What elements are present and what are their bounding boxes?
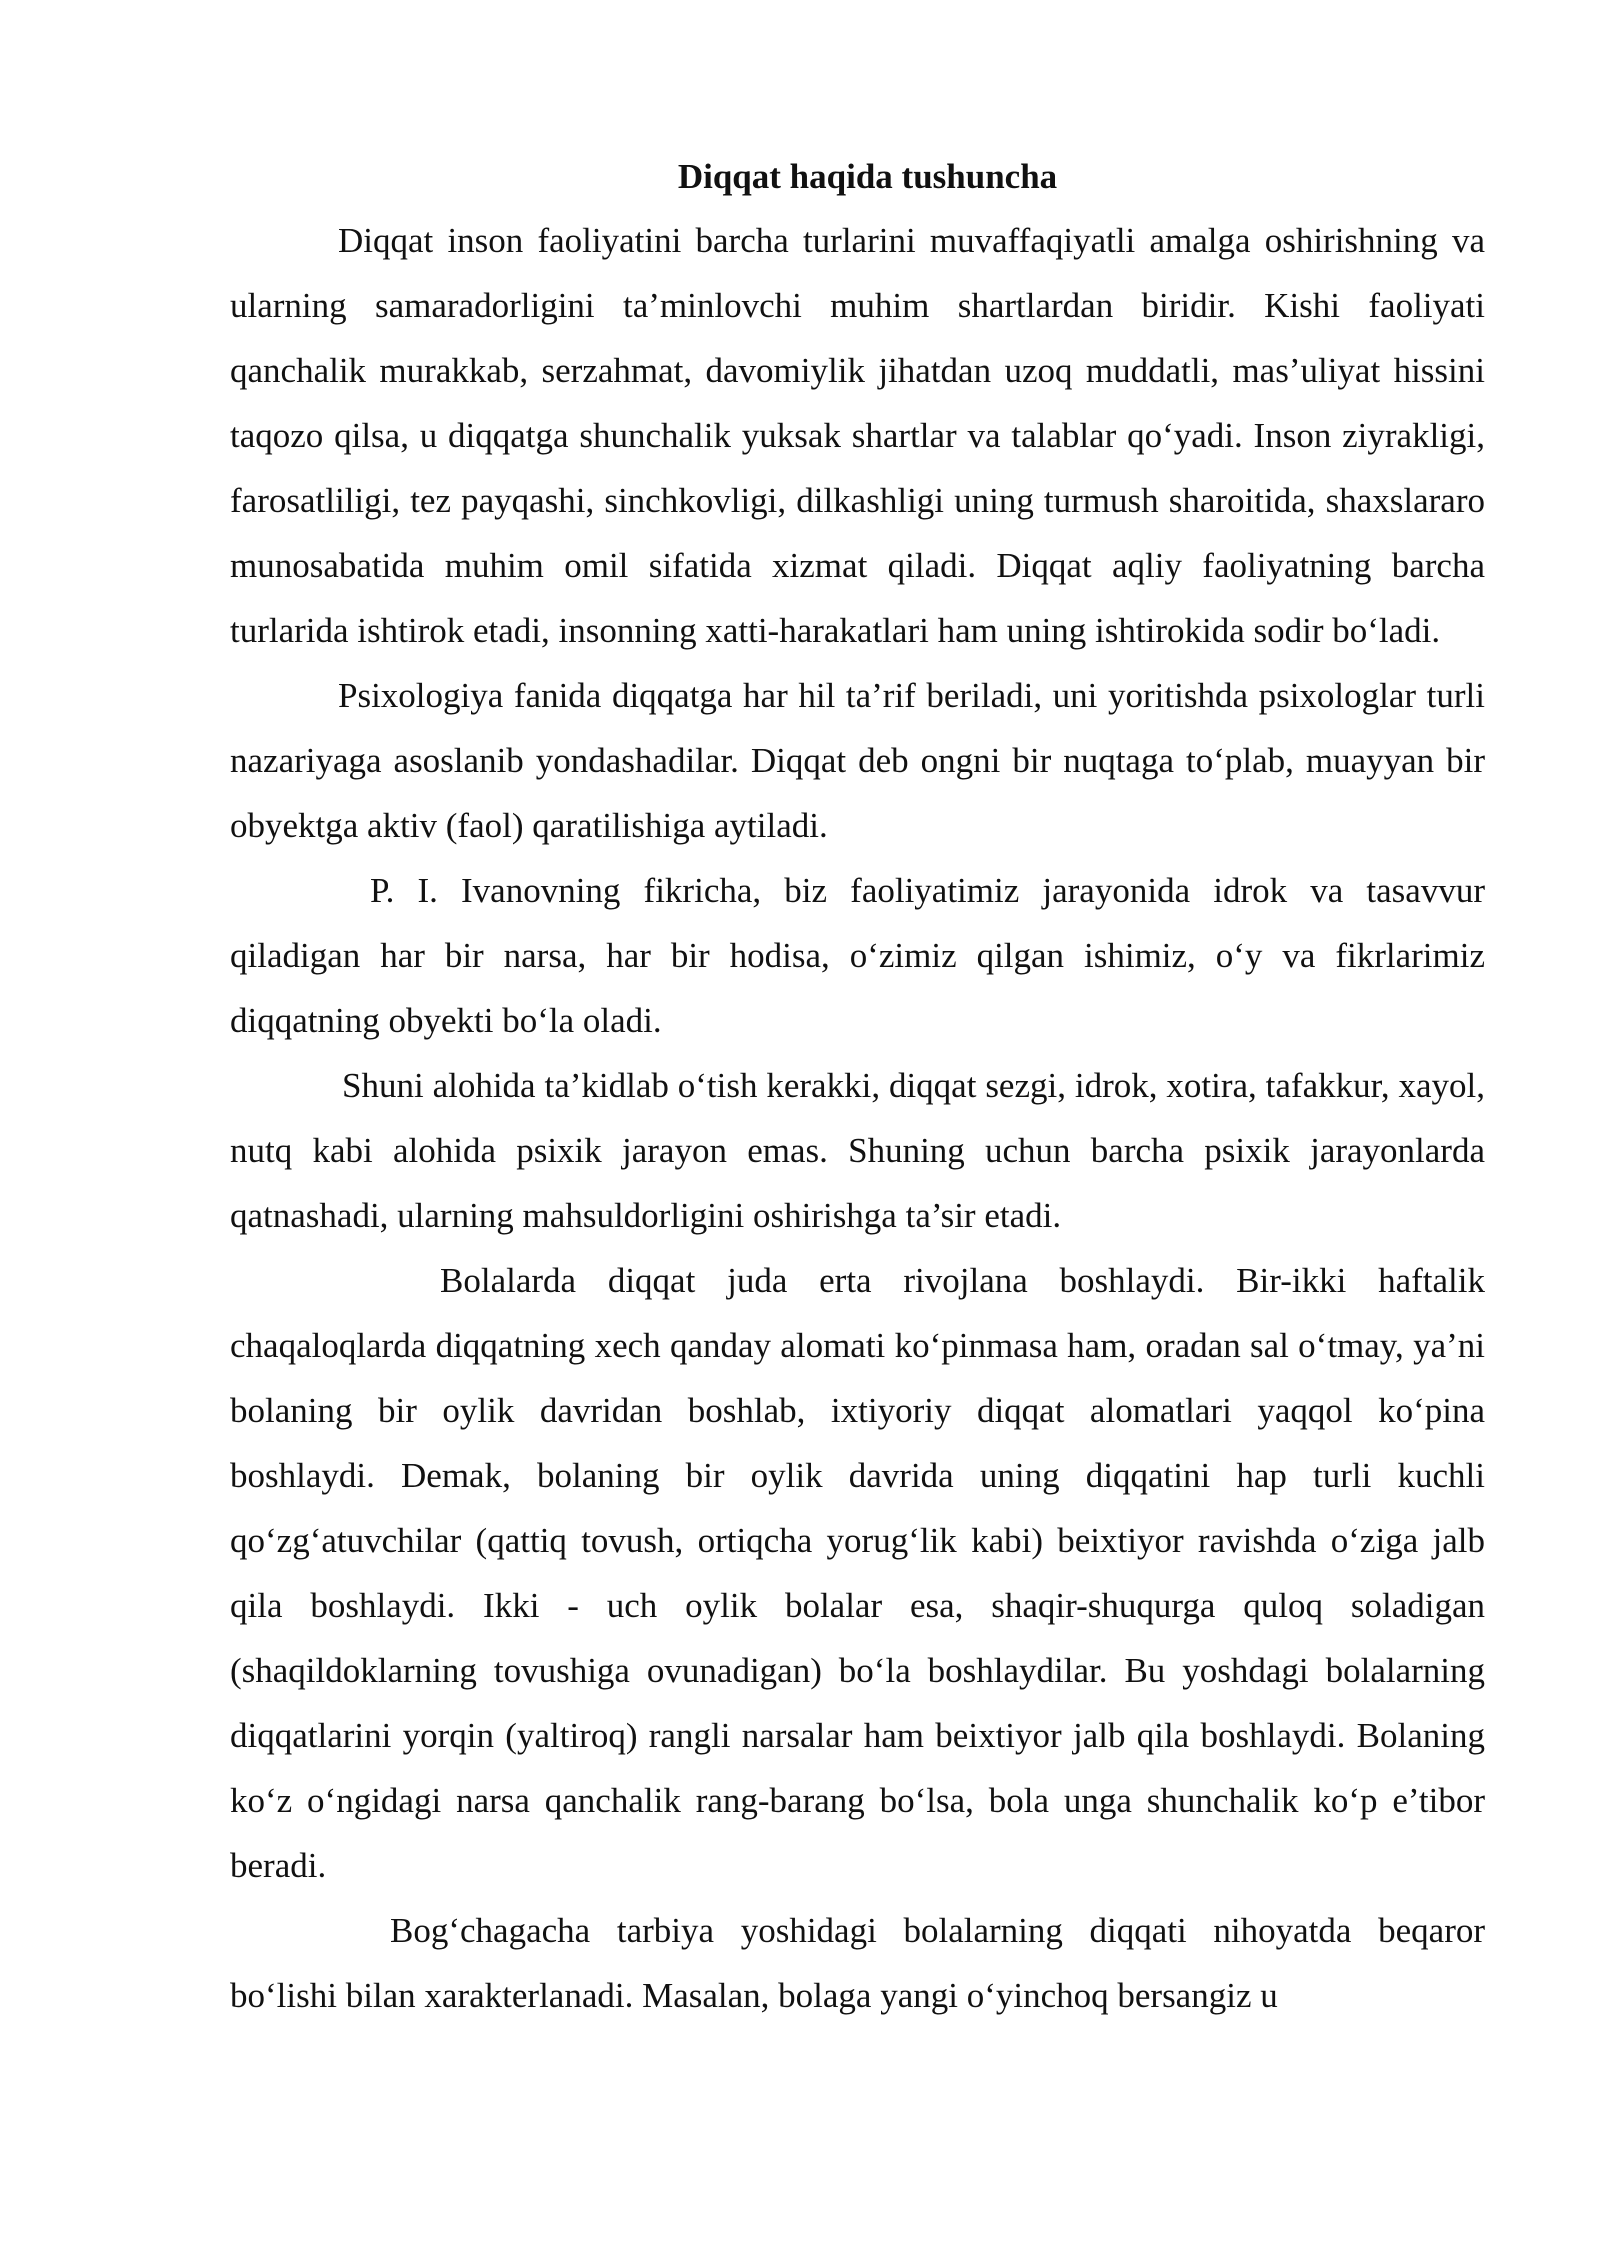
paragraph-attention-definition: Psixologiya fanida diqqatga har hil ta’rif beriladi, uni yoritishda psixologlar turli nazariyaga asoslanib yondashadilar. Diqqat deb ongni bir nuqtaga to‘plab, muayyan bir obyektga aktiv (faol) qaratilishiga aytiladi.	[230, 676, 1485, 845]
document-body	[230, 150, 1485, 2028]
paragraph-preschool-attention: Bog‘chagacha tarbiya yoshidagi bolalarning diqqati nihoyatda beqaror bo‘lishi bilan xarakterlanadi. Masalan, bolaga yangi o‘yinchoq bersangiz u	[230, 1911, 1485, 2015]
paragraph-attention-importance: Diqqat inson faoliyatini barcha turlarini muvaffaqiyatli amalga oshirishning va ularning samaradorligini ta’minlovchi muhim shartlardan biridir. Kishi faoliyati qanchalik murakkab, serzahmat, davomiylik jihatdan uzoq muddatli, mas’uliyat hissini taqozo qilsa, u diqqatga shunchalik yuksak shartlar va talablar qo‘yadi. Inson ziyrakligi, farosatliligi, tez payqashi, sinchkovligi, dilkashligi uning turmush sharoitida, shaxslararo munosabatida muhim omil sifatida xizmat qiladi. Diqqat aqliy faoliyatning barcha turlarida ishtirok etadi, insonning xatti-harakatlari ham uning ishtirokida sodir bo‘ladi.	[230, 221, 1485, 650]
paragraph-psychic-processes: Shuni alohida ta’kidlab o‘tish kerakki, diqqat sezgi, idrok, xotira, tafakkur, xayol, nutq kabi alohida psixik jarayon emas. Shuning uchun barcha psixik jarayonlarda qatnashadi, ularning mahsuldorligini oshirishga ta’sir etadi.	[230, 1066, 1485, 1235]
paragraph-infant-attention: Bolalarda diqqat juda erta rivojlana boshlaydi. Bir-ikki haftalik chaqaloqlarda diqqatning xech qanday alomati ko‘pinmasa ham, oradan sal o‘tmay, ya’ni bolaning bir oylik davridan boshlab, ixtiyoriy diqqat alomatlari yaqqol ko‘pina boshlaydi. Demak, bolaning bir oylik davrida uning diqqatini hap turli kuchli qo‘zg‘atuvchilar (qattiq tovush, ortiqcha yorug‘lik kabi) beixtiyor ravishda o‘ziga jalb qila boshlaydi. Ikki - uch oylik bolalar esa, shaqir-shuqurga quloq soladigan (shaqildoklarning tovushiga ovunadigan) bo‘la boshlaydilar. Bu yoshdagi bolalarning diqqatlarini yorqin (yaltiroq) rangli narsalar ham beixtiyor jalb qila boshlaydi. Bolaning ko‘z o‘ngidagi narsa qanchalik rang-barang bo‘lsa, bola unga shunchalik ko‘p e’tibor beradi.	[230, 1261, 1485, 1885]
document-title: Diqqat haqida tushuncha	[677, 157, 1058, 196]
paragraph-ivanov-opinion: P. I. Ivanovning fikricha, biz faoliyatimiz jarayonida idrok va tasavvur qiladigan har bir narsa, har bir hodisa, o‘zimiz qilgan ishimiz, o‘y va fikrlarimiz diqqatning obyekti bo‘la oladi.	[230, 871, 1485, 1040]
